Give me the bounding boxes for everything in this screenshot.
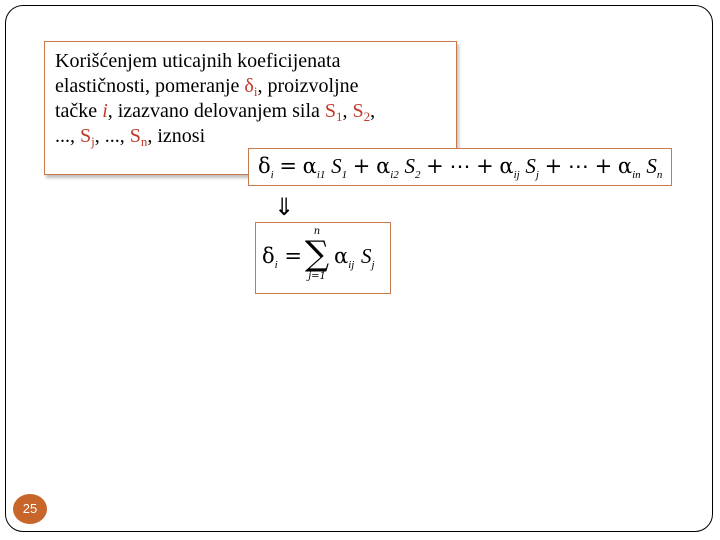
eq2-delta: δ xyxy=(262,244,275,268)
force-sn-sub: n xyxy=(140,134,148,149)
text-line-2a: elastičnosti, pomeranje xyxy=(55,75,245,97)
page-number-badge: 25 xyxy=(13,494,47,524)
eq1-plus-4: + xyxy=(538,154,568,178)
force-sn: S xyxy=(129,125,141,147)
eq1-s-1-sub: 1 xyxy=(341,169,348,181)
eq1-alpha-1: α xyxy=(302,154,317,178)
eq1-alpha-n: α xyxy=(617,154,633,178)
eq2-alpha-sub: ij xyxy=(348,259,355,271)
text-line-4a: ..., xyxy=(55,125,80,147)
sigma-symbol: ∑ xyxy=(304,234,330,274)
line3-end: , xyxy=(370,100,376,122)
summation xyxy=(302,227,332,283)
force-sj-sub: j xyxy=(91,134,95,149)
eq2-s-sub: j xyxy=(371,259,375,271)
sum-upper-limit: n xyxy=(313,226,321,237)
eq1-dots-2: ⋯ xyxy=(567,154,589,178)
eq1-alpha-j-sub: ij xyxy=(513,169,520,181)
force-s2: S xyxy=(352,100,364,122)
eq2-equals: = xyxy=(277,244,302,268)
eq1-delta: δ xyxy=(258,154,271,178)
eq1-s-j: S xyxy=(525,154,536,178)
text-line-3a: tačke xyxy=(55,100,103,122)
force-s1: S xyxy=(324,100,337,122)
equation-2-lhs xyxy=(262,244,302,271)
text-line-1: Korišćenjem uticajnih koeficijenata xyxy=(55,50,341,72)
text-line-2b: , proizvoljne xyxy=(257,75,359,97)
eq2-delta-sub: i xyxy=(274,259,278,271)
eq1-alpha-2-sub: i2 xyxy=(390,169,399,181)
eq1-plus-2: + xyxy=(420,154,450,178)
eq1-alpha-n-sub: in xyxy=(632,169,641,181)
eq2-s: S xyxy=(361,244,372,268)
down-double-arrow-icon: ⇓ xyxy=(274,193,295,221)
eq1-plus-3: + xyxy=(470,154,500,178)
comma: , xyxy=(342,100,353,122)
eq1-dots-1: ⋯ xyxy=(449,154,471,178)
eq1-s-n-sub: n xyxy=(656,169,663,181)
eq1-plus-1: + xyxy=(347,154,377,178)
eq1-alpha-j: α xyxy=(499,154,514,178)
eq2-alpha: α xyxy=(334,244,349,268)
point-i: i xyxy=(102,100,108,122)
eq1-s-2-sub: 2 xyxy=(415,169,421,181)
text-line-3b: , izazvano delovanjem sila xyxy=(107,100,325,122)
eq1-s-2: S xyxy=(404,154,415,178)
equation-1 xyxy=(258,154,662,179)
force-sj: S xyxy=(80,125,92,147)
equation-1-box xyxy=(248,148,672,186)
delta-symbol: δ xyxy=(244,75,254,97)
eq1-equals: = xyxy=(273,154,303,178)
eq1-plus-5: + xyxy=(588,154,618,178)
text-line-4c: , iznosi xyxy=(147,125,206,147)
eq1-delta-sub: i xyxy=(270,169,274,181)
eq1-alpha-1-sub: i1 xyxy=(316,169,326,181)
delta-subscript: i xyxy=(253,84,258,99)
sum-lower-limit: j=1 xyxy=(308,271,326,282)
equation-2-rhs xyxy=(334,244,375,269)
eq1-alpha-2: α xyxy=(376,154,391,178)
force-s1-sub: 1 xyxy=(336,109,343,124)
force-s2-sub: 2 xyxy=(363,109,371,124)
eq1-s-n: S xyxy=(646,154,657,178)
text-line-4b: , ..., xyxy=(94,125,130,147)
eq1-s-1: S xyxy=(331,154,342,178)
eq1-s-j-sub: j xyxy=(535,169,539,181)
equation-2-box xyxy=(255,222,391,294)
body-text xyxy=(55,49,455,149)
